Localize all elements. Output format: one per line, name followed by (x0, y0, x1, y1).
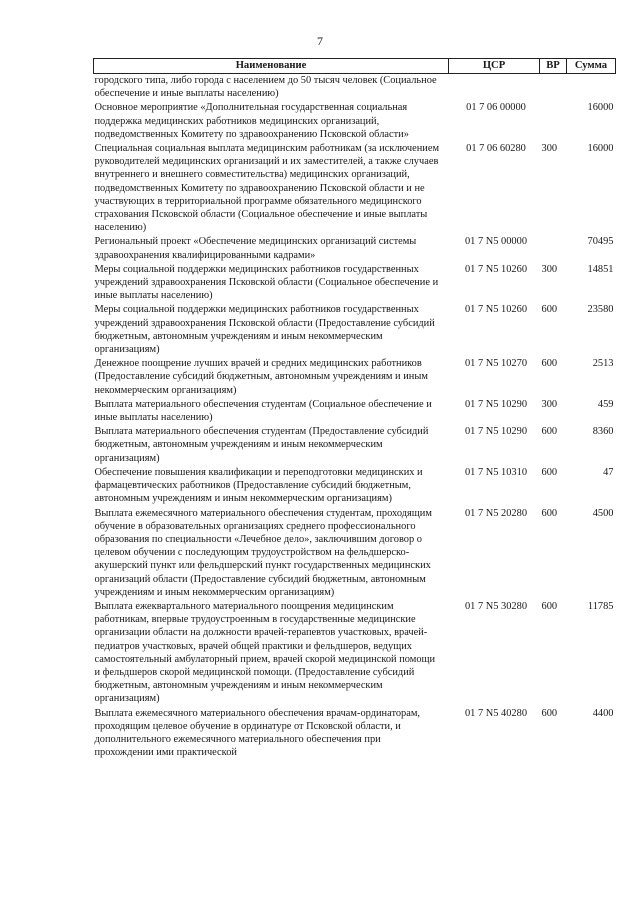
row-csr (449, 74, 540, 102)
table-row (94, 466, 616, 507)
row-name: Специальная социальная выплата медицинским работникам (за исключением руководителей медицинских организаций и их заместителей, а также случаев внутреннего и внешнего совместительства) медицинских организаций, подведомственных Комитету по здравоохранению Псковской области и не участвующих в территориальной программе обязательного медицинского страхования Псковской области (Социальное обеспечение и иные выплаты населению) (94, 143, 440, 234)
row-vr: 300 (541, 263, 558, 275)
table-row (94, 398, 616, 425)
row-name: городского типа, либо города с населением до 50 тысяч человек (Социальное обеспечение и иные выплаты населению) (94, 75, 437, 100)
row-name: Выплата ежеквартального материального поощрения медицинским работникам, впервые трудоустроенным в государственные медицинские организации области на должности врачей-терапевтов участковых, врачей-педиатров участковых, врачей общей практики и фельдшеров, ведущих самостоятельный амбулаторный прием, врачей скорой медицинской помощи и фельдшеров скорой медицинской помощи. (Предоставление субсидий бюджетным, автономным учреждениям и иным некоммерческим организациям) (94, 600, 436, 705)
table-row (94, 425, 616, 466)
row-csr: 01 7 N5 30280 (464, 600, 528, 612)
table-row (94, 507, 616, 600)
row-csr: 01 7 N5 20280 (464, 507, 528, 519)
row-vr: 600 (541, 600, 558, 612)
header-vr: ВР (540, 59, 567, 74)
table-row (94, 101, 616, 142)
table-row (94, 303, 616, 357)
table-header-row (94, 59, 616, 74)
row-name: Денежное поощрение лучших врачей и средних медицинских работников (Предоставление субсидий бюджетным, автономным учреждениям и иным некоммерческим организациям) (94, 358, 428, 396)
row-sum: 14851 (587, 263, 614, 275)
row-sum: 4400 (592, 707, 614, 719)
row-csr: 01 7 N5 10310 (464, 466, 528, 478)
row-sum: 70495 (587, 236, 614, 248)
row-vr: 600 (541, 466, 558, 478)
row-vr: 600 (541, 358, 558, 370)
row-name: Выплата материального обеспечения студентам (Предоставление субсидий бюджетным, автономным учреждениям и иным некоммерческим организациям) (94, 426, 429, 464)
row-sum: 16000 (587, 102, 614, 114)
row-csr: 01 7 06 00000 (466, 102, 526, 114)
table-row (94, 263, 616, 304)
row-sum: 8360 (592, 426, 614, 438)
header-name: Наименование (94, 59, 449, 74)
row-name: Обеспечение повышения квалификации и переподготовки медицинских и фармацевтических работников (Предоставление субсидий бюджетным, автономным учреждениям и иным некоммерческим организациям) (94, 466, 423, 505)
table-row (94, 74, 616, 102)
row-sum: 11785 (587, 600, 614, 612)
table-row (94, 235, 616, 262)
row-name: Выплата материального обеспечения студентам (Социальное обеспечение и иные выплаты населению) (94, 398, 432, 424)
row-name: Региональный проект «Обеспечение медицинских организаций системы здравоохранения квалифицированными кадрами» (94, 236, 417, 261)
row-sum: 459 (597, 398, 614, 410)
row-vr (540, 101, 567, 142)
row-vr: 300 (541, 143, 558, 155)
row-vr: 600 (541, 707, 558, 719)
table-row (94, 357, 616, 398)
row-vr (540, 74, 567, 102)
row-name: Меры социальной поддержки медицинских работников государственных учреждений здравоохранения Псковской области (Социальное обеспечение и иные выплаты населению) (94, 263, 439, 302)
row-csr: 01 7 N5 10260 (464, 263, 528, 275)
table-row (94, 142, 616, 235)
row-sum (567, 74, 616, 102)
table-row (94, 707, 616, 761)
table-row (94, 600, 616, 707)
row-vr: 300 (541, 398, 558, 410)
row-csr: 01 7 N5 10290 (464, 398, 528, 410)
row-csr: 01 7 N5 00000 (464, 236, 528, 248)
row-csr: 01 7 06 60280 (466, 143, 526, 155)
budget-table (93, 58, 616, 760)
row-sum: 4500 (592, 507, 614, 519)
row-name: Выплата ежемесячного материального обеспечения студентам, проходящим обучение в образовательных организациях среднего профессионального образования по специальности «Лечебное дело», заключившим договор о целевом обучении с последующим трудоустройством на фельдшерско-акушерский пункт или фельдшерский пункт государственных медицинских организаций области (Предоставление субсидий бюджетным, автономным учреждениям и иным некоммерческим организациям) (94, 507, 432, 598)
row-name: Меры социальной поддержки медицинских работников государственных учреждений здравоохранения Псковской области (Предоставление субсидий бюджетным, автономным учреждениям и иным некоммерческим организациям) (94, 304, 435, 356)
row-csr: 01 7 N5 10260 (464, 304, 528, 316)
row-vr: 600 (541, 426, 558, 438)
row-csr: 01 7 N5 40280 (464, 707, 528, 719)
row-sum: 16000 (587, 143, 614, 155)
row-name: Выплата ежемесячного материального обеспечения врачам-ординаторам, проходящим целевое обучение в ординатуре от Псковской области, и дополнительного ежемесячного материального обеспечения при прохождении ими практической (94, 707, 421, 759)
header-sum: Сумма (567, 59, 616, 74)
row-csr: 01 7 N5 10270 (464, 358, 528, 370)
row-csr: 01 7 N5 10290 (464, 426, 528, 438)
row-vr: 600 (541, 507, 558, 519)
row-sum: 2513 (592, 358, 614, 370)
row-vr (540, 235, 567, 262)
row-vr: 600 (541, 304, 558, 316)
row-sum: 23580 (587, 304, 614, 316)
row-sum: 47 (603, 466, 614, 478)
header-csr: ЦСР (449, 59, 540, 74)
page-number: 7 (317, 34, 323, 48)
row-name: Основное мероприятие «Дополнительная государственная социальная поддержка медицинских работников медицинских организаций, подведомственных Комитету по здравоохранению Псковской области» (94, 102, 409, 140)
